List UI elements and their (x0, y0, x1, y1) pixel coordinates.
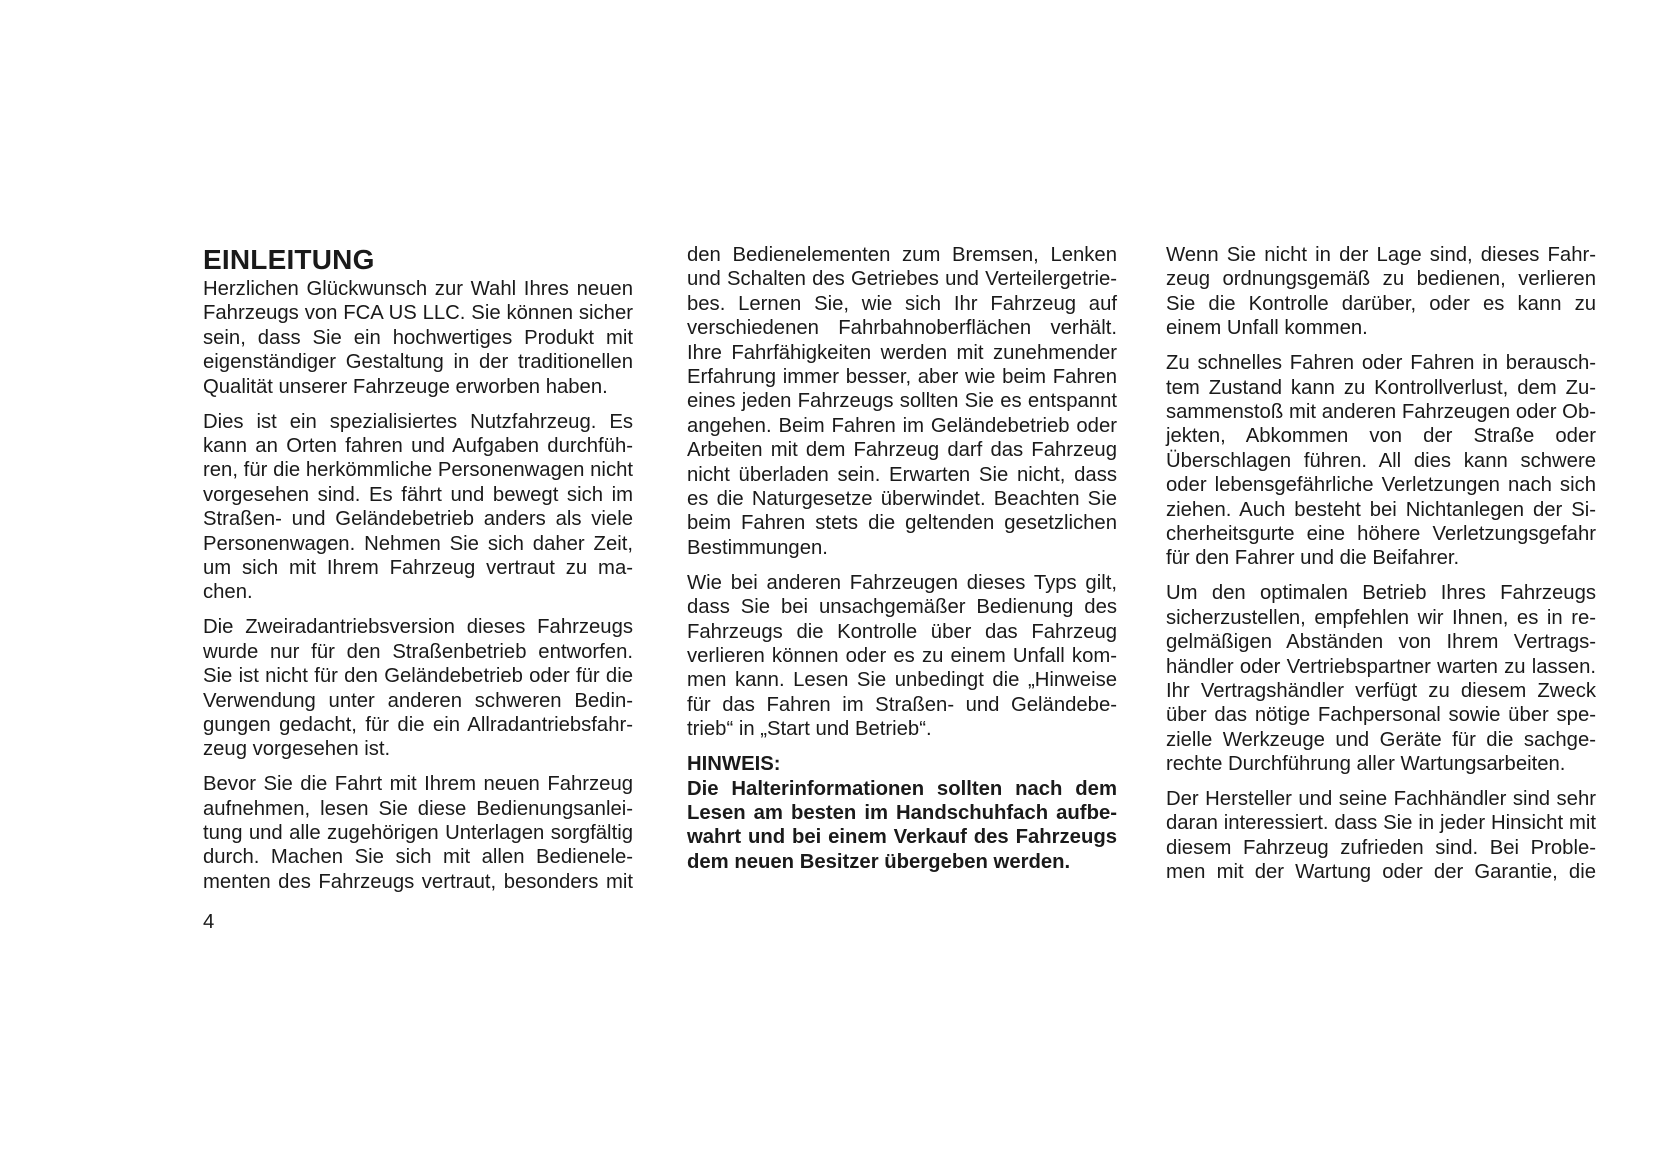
text-line: HINWEIS: (687, 753, 781, 776)
text-line: zeug ordnungsgemäß zu bedienen, verlieren (1166, 268, 1596, 291)
paragraph (203, 615, 633, 761)
text-line: Lesen am besten im Handschuhfach aufbe- (687, 801, 1117, 824)
text-line: einem Unfall kommen. (1166, 317, 1368, 340)
column-3 (1166, 243, 1596, 895)
text-line: trieb“ in „Start und Betrieb“. (687, 718, 932, 741)
text-line: händler oder Vertriebspartner warten zu lassen. (1166, 655, 1596, 678)
text-line: wahrt und bei einem Verkauf des Fahrzeugs (687, 826, 1117, 849)
text-line: Arbeiten mit dem Fahrzeug darf das Fahrzeug (687, 439, 1117, 462)
text-line: Straßen- und Geländebetrieb anders als viele (203, 508, 633, 531)
text-line: Erfahrung immer besser, aber wie beim Fahren (687, 366, 1117, 389)
text-line: eines jeden Fahrzeugs sollten Sie es entspannt (687, 390, 1117, 413)
text-line: verlieren können oder es zu einem Unfall kom- (687, 645, 1117, 667)
text-line: sammenstoß mit anderen Fahrzeugen oder Ob- (1166, 400, 1596, 423)
text-line: Sie ist nicht für den Geländebetrieb oder für die (203, 665, 633, 688)
text-line: daran interessiert. dass Sie in jeder Hinsicht mit (1166, 812, 1596, 835)
text-line: Die Zweiradantriebsversion dieses Fahrzeugs (203, 616, 633, 639)
text-line: Wie bei anderen Fahrzeugen dieses Typs gilt, (687, 571, 1117, 594)
paragraph (1166, 243, 1596, 341)
text-line: Überschlagen führen. All dies kann schwere (1166, 449, 1596, 472)
text-line: Ihre Fahrfähigkeiten werden mit zunehmender (687, 341, 1117, 364)
text-line: gungen gedacht, für die ein Allradantriebsfahr- (203, 713, 633, 736)
column-1 (203, 243, 633, 905)
text-line: eigenständiger Gestaltung in der traditionellen (203, 351, 633, 374)
paragraph (1166, 351, 1596, 571)
text-line: und Schalten des Getriebes und Verteilergetrie- (687, 268, 1117, 291)
text-line: wurde nur für den Straßenbetrieb entworfen. (203, 640, 633, 663)
text-line: für den Fahrer und die Beifahrer. (1166, 547, 1460, 570)
text-line: Verwendung unter anderen schweren Bedin- (203, 689, 633, 712)
text-line: angehen. Beim Fahren im Geländebetrieb oder (687, 414, 1117, 437)
text-line: Personenwagen. Nehmen Sie sich daher Zeit, (203, 532, 633, 555)
text-line: men mit der Wartung oder der Garantie, die (1166, 861, 1596, 884)
text-line: Herzlichen Glückwunsch zur Wahl Ihres neuen (203, 278, 633, 300)
text-line: zielle Werkzeuge und Geräte für die sachge- (1166, 728, 1596, 751)
text-line: Bestimmungen. (687, 536, 828, 559)
paragraph (203, 277, 633, 399)
text-line: aufnehmen, lesen Sie diese Bedienungsanlei- (203, 797, 633, 820)
text-line: diesem Fahrzeug zufrieden sind. Bei Proble- (1166, 836, 1596, 859)
text-line: es die Naturgesetze überwindet. Beachten Sie (687, 488, 1117, 511)
text-line: Sie die Kontrolle darüber, oder es kann zu (1166, 292, 1596, 315)
text-line: Fahrzeugs die Kontrolle über das Fahrzeug (687, 620, 1117, 643)
text-line: bes. Lernen Sie, wie sich Ihr Fahrzeug auf (687, 292, 1117, 315)
text-line: Zu schnelles Fahren oder Fahren in berausch- (1166, 352, 1596, 375)
text-line: verschiedenen Fahrbahnoberflächen verhält. (687, 317, 1117, 340)
text-line: Fahrzeugs von FCA US LLC. Sie können sicher (203, 302, 633, 325)
text-line: Ihr Vertragshändler verfügt zu diesem Zweck (1166, 679, 1596, 702)
note-text (687, 777, 1117, 875)
text-line: über das nötige Fachpersonal sowie über spe- (1166, 704, 1596, 727)
section-heading: EINLEITUNG (203, 244, 375, 275)
text-line: zeug vorgesehen ist. (203, 738, 391, 761)
text-line: tung und alle zugehörigen Unterlagen sorgfältig (203, 822, 633, 845)
text-line: ren, für die herkömmliche Personenwagen nicht (203, 459, 633, 482)
text-line: sein, dass Sie ein hochwertiges Produkt mit (203, 326, 633, 349)
text-line: gelmäßigen Abständen von Ihrem Vertrags- (1166, 631, 1596, 654)
text-line: dass Sie bei unsachgemäßer Bedienung des (687, 596, 1117, 619)
text-line: Um den optimalen Betrieb Ihres Fahrzeugs (1166, 582, 1596, 605)
text-line: dem neuen Besitzer übergeben werden. (687, 850, 1071, 873)
paragraph (687, 243, 1117, 560)
text-line: kann an Orten fahren und Aufgaben durchfüh- (203, 434, 633, 457)
paragraph (203, 772, 633, 894)
text-line: chen. (203, 581, 253, 604)
paragraph (1166, 581, 1596, 776)
text-line: Qualität unserer Fahrzeuge erworben haben. (203, 375, 608, 398)
text-line: Die Halterinformationen sollten nach dem (687, 777, 1117, 800)
text-line: den Bedienelementen zum Bremsen, Lenken (687, 244, 1117, 266)
text-line: menten des Fahrzeugs vertraut, besonders mit (203, 870, 633, 893)
text-line: cherheitsgurte eine höhere Verletzungsgefahr (1166, 522, 1596, 545)
text-line: jekten, Abkommen von der Straße oder (1166, 425, 1596, 448)
text-line: beim Fahren stets die geltenden gesetzlichen (687, 512, 1117, 535)
text-line: für das Fahren im Straßen- und Geländebe- (687, 693, 1117, 716)
text-line: Dies ist ein spezialisiertes Nutzfahrzeug. Es (203, 410, 633, 433)
paragraph (1166, 787, 1596, 885)
paragraph (687, 571, 1117, 742)
text-line: nicht überladen sein. Erwarten Sie nicht, dass (687, 463, 1117, 486)
text-line: rechte Durchführung aller Wartungsarbeiten. (1166, 753, 1566, 776)
text-line: sicherzustellen, empfehlen wir Ihnen, es in re- (1166, 606, 1596, 629)
text-line: vorgesehen sind. Es fährt und bewegt sich im (203, 483, 633, 506)
page-number: 4 (203, 911, 215, 933)
text-line: tem Zustand kann zu Kontrollverlust, dem Zu- (1166, 376, 1596, 399)
text-line: Bevor Sie die Fahrt mit Ihrem neuen Fahrzeug (203, 773, 633, 796)
text-line: oder lebensgefährliche Verletzungen nach sich (1166, 474, 1596, 497)
text-line: durch. Machen Sie sich mit allen Bedienele- (203, 846, 633, 869)
paragraph (203, 410, 633, 605)
column-2 (687, 243, 1117, 885)
text-line: men kann. Lesen Sie unbedingt die „Hinweise (687, 669, 1117, 692)
text-line: ziehen. Auch besteht bei Nichtanlegen der Si- (1166, 498, 1596, 521)
text-line: um sich mit Ihrem Fahrzeug vertraut zu ma- (203, 556, 633, 579)
text-line: Der Hersteller und seine Fachhändler sind sehr (1166, 788, 1596, 811)
text-line: Wenn Sie nicht in der Lage sind, dieses Fahr- (1166, 244, 1596, 266)
note-heading (687, 752, 1117, 776)
